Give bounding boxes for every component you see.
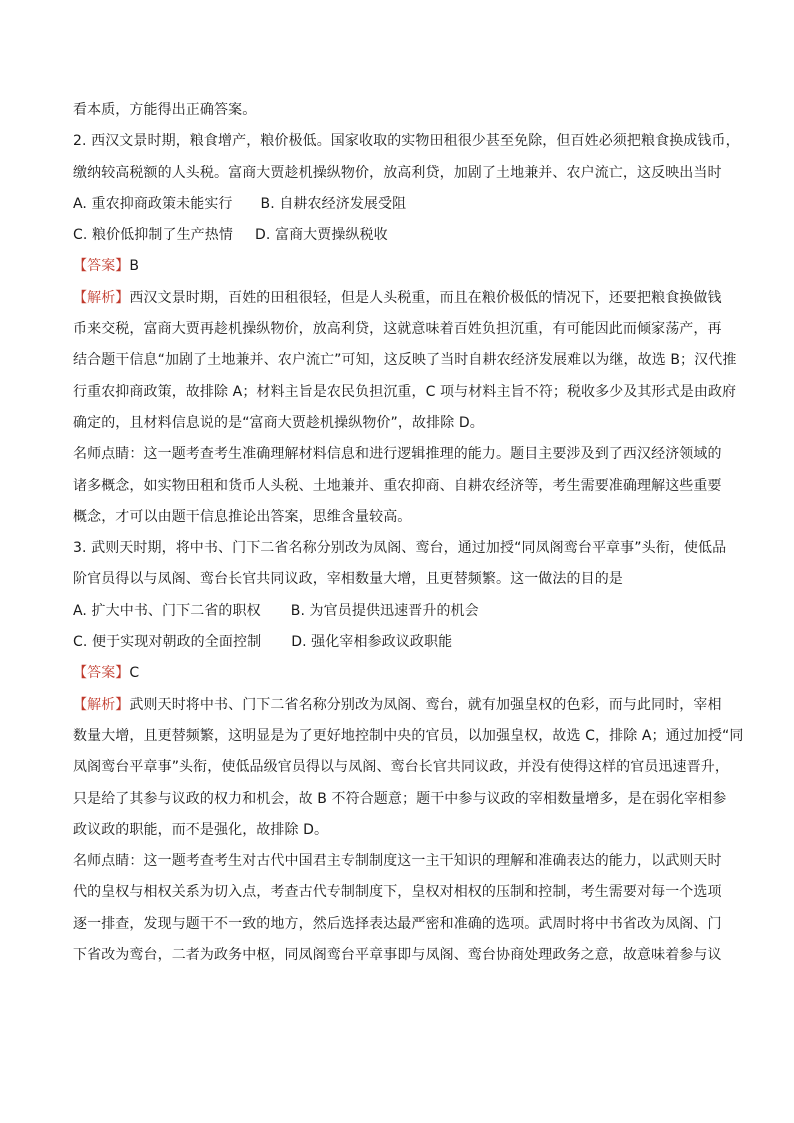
- question-3-options-row-2: [73, 632, 723, 652]
- question-2-analysis-line: [73, 288, 723, 308]
- question-2-analysis-line: 结合题干信息“加剧了土地兼并、农户流亡”可知，这反映了当时自耕农经济发展难以为继，故选 B；汉代推: [73, 352, 737, 369]
- text-line: 看本质，方能得出正确答案。: [73, 102, 257, 118]
- question-3-analysis-line: [73, 695, 723, 715]
- document-page: [73, 100, 744, 976]
- answer-tag: 【答案】: [73, 665, 130, 682]
- question-3-analysis-line: 数量大增，且更替频繁，这明显是为了更好地控制中央的官员，以加强皇权，故选 C，排除 A；通过加授“同: [73, 727, 744, 744]
- question-2-analysis-line: 币来交税，富商大贾再趁机操纵物价，放高利贷，这就意味着百姓负担沉重，有可能因此而倾家荡产，再: [73, 321, 722, 338]
- question-2-comment-line: 诸多概念，如实物田租和货币人头税、土地兼并、重农抑商、自耕农经济等，考生需要准确理解这些重要: [73, 477, 722, 494]
- question-3-analysis-line: 政议政的职能，而不是强化，故排除 D。: [73, 821, 329, 838]
- analysis-tag: 【解析】: [73, 289, 130, 306]
- question-3-options-row-1: [73, 601, 723, 621]
- question-2-stem-line: 缴纳较高税额的人头税。富商大贾趁机操纵物价，放高利贷，加剧了土地兼并、农户流亡，这反映出当时: [73, 164, 722, 181]
- answer-value: C: [129, 665, 140, 682]
- option-c: C. 便于实现对朝政的全面控制: [73, 634, 262, 651]
- question-2-options-row-2: [73, 225, 723, 245]
- answer-tag: 【答案】: [73, 258, 130, 275]
- option-b: B. 为官员提供迅速晋升的机会: [290, 602, 479, 619]
- question-3-analysis-line: 只是给了其参与议政的权力和机会，故 B 不符合题意；题干中参与议政的宰相数量增多，是在弱化宰相参: [73, 790, 727, 807]
- question-2-options-row-1: [73, 194, 723, 214]
- question-3-comment-line: 代的皇权与相权关系为切入点，考查古代专制制度下，皇权对相权的压制和控制，考生需要对每一个选项: [73, 884, 722, 901]
- question-3-stem-line: 阶官员得以与凤阁、鸾台长官共同议政，宰相数量大增，且更替频繁。这一做法的目的是: [73, 571, 623, 588]
- question-2-comment-line: 名师点睛：这一题考查考生准确理解材料信息和进行逻辑推理的能力。题目主要涉及到了西汉经济领域的: [73, 446, 722, 463]
- analysis-tag: 【解析】: [73, 696, 130, 713]
- question-3-analysis-line: 凤阁鸾台平章事”头衔，使低品级官员得以与凤阁、鸾台长官共同议政，并没有使得这样的官员迅速晋升，: [73, 759, 729, 776]
- question-2-analysis-line: 确定的，且材料信息说的是“富商大贾趁机操纵物价”，故排除 D。: [73, 414, 484, 431]
- option-d: D. 强化宰相参政议政职能: [291, 634, 453, 651]
- question-2-stem-line: 2. 西汉文景时期，粮食增产，粮价极低。国家收取的实物田租很少甚至免除，但百姓必须把粮食换成钱币，: [73, 133, 740, 150]
- question-3-stem-line: 3. 武则天时期，将中书、门下二省名称分别改为凤阁、鸾台，通过加授“同凤阁鸾台平章事”头衔，使低品: [73, 540, 727, 557]
- question-3-comment-line: 名师点睛：这一题考查考生对古代中国君主专制制度这一主干知识的理解和准确表达的能力，以武则天时: [73, 853, 722, 870]
- analysis-text: 西汉文景时期，百姓的田租很轻，但是人头税重，而且在粮价极低的情况下，还要把粮食换做钱: [129, 289, 722, 306]
- option-b: B. 自耕农经济发展受阻: [260, 195, 407, 212]
- question-3-comment-line: 逐一排查，发现与题干不一致的地方，然后选择表达最严密和准确的选项。武周时将中书省改为凤阁、门: [73, 915, 722, 932]
- option-a: A. 扩大中书、门下二省的职权: [73, 602, 261, 619]
- option-c: C. 粮价低抑制了生产热情: [73, 227, 233, 244]
- option-a: A. 重农抑商政策未能实行: [73, 195, 233, 212]
- answer-value: B: [129, 258, 140, 275]
- option-d: D. 富商大贾操纵税收: [254, 227, 388, 244]
- question-3-answer: [73, 663, 723, 683]
- question-3-comment-line: 下省改为鸾台，二者为政务中枢，同凤阁鸾台平章事即与凤阁、鸾台协商处理政务之意，故意味着参与议: [73, 947, 722, 964]
- analysis-text: 武则天时将中书、门下二省名称分别改为凤阁、鸾台，就有加强皇权的色彩，而与此同时，宰相: [129, 696, 722, 713]
- question-2-comment-line: 概念，才可以由题干信息推论出答案，思维含量较高。: [73, 508, 412, 525]
- question-2-analysis-line: 行重农抑商政策，故排除 A；材料主旨是农民负担沉重，C 项与材料主旨不符；税收多少及其形式是由政府: [73, 383, 737, 400]
- question-2-answer: [73, 256, 723, 276]
